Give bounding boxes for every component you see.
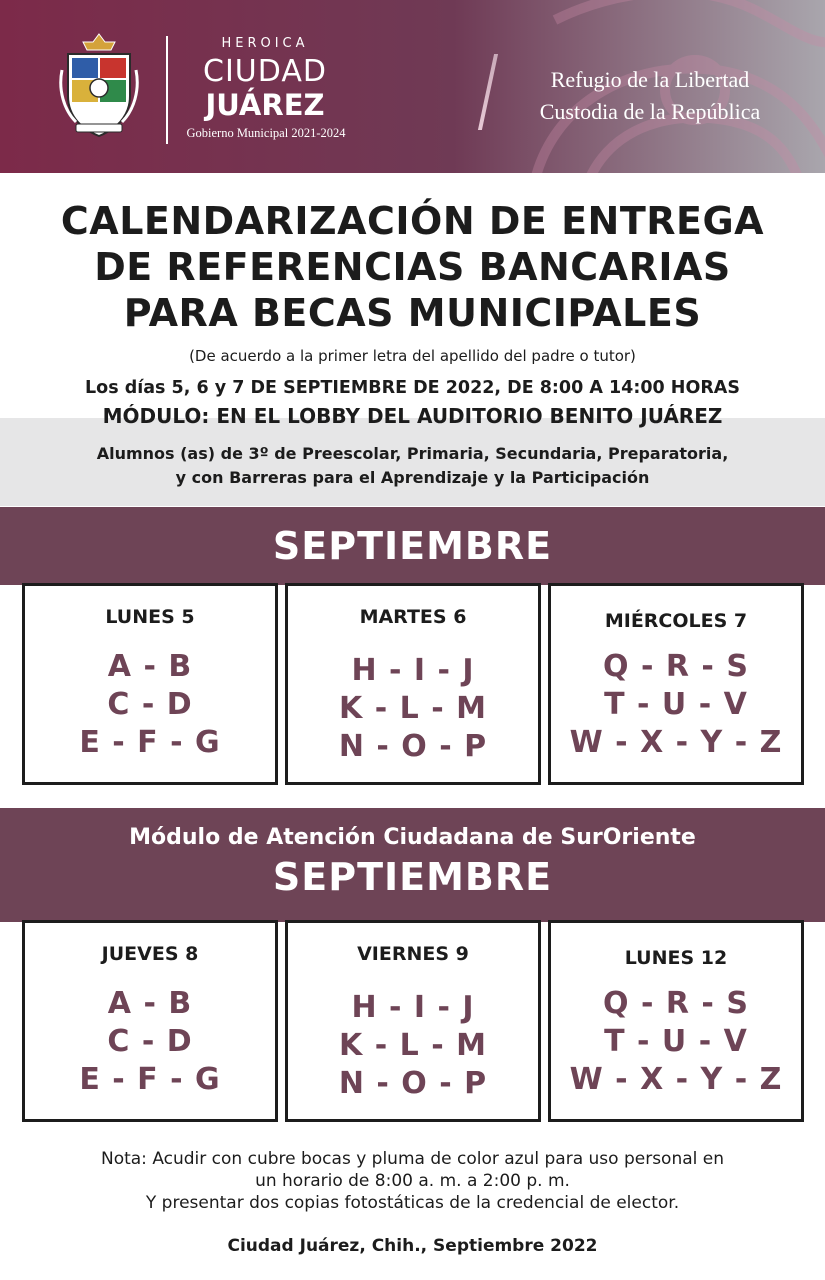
motto-line-1: Refugio de la Libertad xyxy=(550,67,750,92)
footer-place-date: Ciudad Juárez, Chih., Septiembre 2022 xyxy=(227,1236,598,1256)
logo-heroica: HEROICA xyxy=(221,36,309,51)
page-title xyxy=(0,198,825,336)
day-box-martes-6 xyxy=(285,583,541,785)
dates-text: Los días 5, 6 y 7 DE SEPTIEMBRE DE 2022, DE 8:00 A 14:00 HORAS xyxy=(85,378,740,398)
letter-group: A - B xyxy=(107,986,193,1021)
title-line-3: PARA BECAS MUNICIPALES xyxy=(123,291,702,335)
note-text xyxy=(40,1148,785,1214)
day-label: JUEVES 8 xyxy=(101,943,199,965)
note-line-2: un horario de 8:00 a. m. a 2:00 p. m. xyxy=(255,1171,570,1191)
day-box-lunes-12 xyxy=(548,920,804,1122)
day-box-miercoles-7 xyxy=(548,583,804,785)
letter-group: C - D xyxy=(107,1024,193,1059)
day-label: MARTES 6 xyxy=(359,606,467,628)
alumnos-text xyxy=(0,442,825,490)
note-line-1: Nota: Acudir con cubre bocas y pluma de color azul para uso personal en xyxy=(100,1149,725,1169)
day-box-viernes-9 xyxy=(285,920,541,1122)
letter-groups xyxy=(288,652,538,766)
letter-groups xyxy=(25,648,275,762)
logo-juarez: JUÁREZ xyxy=(205,88,325,122)
letter-group: T - U - V xyxy=(604,687,748,722)
letter-group: W - X - Y - Z xyxy=(569,1062,783,1097)
module-title: Módulo de Atención Ciudadana de SurOriente xyxy=(129,825,696,850)
day-label: VIERNES 9 xyxy=(357,943,469,965)
month-band-1 xyxy=(0,507,825,585)
letter-group: Q - R - S xyxy=(603,986,749,1021)
letter-group: K - L - M xyxy=(339,1028,487,1063)
letter-groups xyxy=(551,985,801,1099)
alumnos-line-2: y con Barreras para el Aprendizaje y la Participación xyxy=(175,468,650,487)
letter-groups xyxy=(288,989,538,1103)
alumnos-line-1: Alumnos (as) de 3º de Preescolar, Primaria, Secundaria, Preparatoria, xyxy=(96,444,729,463)
logo-ciudad: CIUDAD xyxy=(203,54,327,89)
letter-groups xyxy=(25,985,275,1099)
day-box-jueves-8 xyxy=(22,920,278,1122)
title-line-1: CALENDARIZACIÓN DE ENTREGA xyxy=(60,199,765,243)
motto-line-2: Custodia de la República xyxy=(539,99,761,124)
letter-group: H - I - J xyxy=(351,990,475,1025)
header-divider xyxy=(166,36,168,144)
letter-group: N - O - P xyxy=(338,729,488,764)
day-label: LUNES 12 xyxy=(624,947,728,969)
header-motto xyxy=(505,64,795,128)
modulo-text: MÓDULO: EN EL LOBBY DEL AUDITORIO BENITO JUÁREZ xyxy=(102,404,723,428)
month-title-1: SEPTIEMBRE xyxy=(272,524,553,568)
letter-group: Q - R - S xyxy=(603,649,749,684)
letter-group: E - F - G xyxy=(79,725,221,760)
coat-of-arms-icon xyxy=(58,30,140,142)
title-line-2: DE REFERENCIAS BANCARIAS xyxy=(94,245,731,289)
month-title-2: SEPTIEMBRE xyxy=(272,855,553,899)
letter-group: K - L - M xyxy=(339,691,487,726)
day-label: LUNES 5 xyxy=(105,606,195,628)
letter-group: E - F - G xyxy=(79,1062,221,1097)
letter-group: H - I - J xyxy=(351,653,475,688)
letter-group: N - O - P xyxy=(338,1066,488,1101)
day-box-lunes-5 xyxy=(22,583,278,785)
letter-groups xyxy=(551,648,801,762)
note-line-3: Y presentar dos copias fotostáticas de la credencial de elector. xyxy=(145,1193,680,1213)
letter-group: C - D xyxy=(107,687,193,722)
header-banner xyxy=(0,0,825,173)
logo-gobierno-municipal: Gobierno Municipal 2021-2024 xyxy=(186,126,346,140)
letter-group: W - X - Y - Z xyxy=(569,725,783,760)
subtitle: (De acuerdo a la primer letra del apellido del padre o tutor) xyxy=(189,347,636,365)
day-label: MIÉRCOLES 7 xyxy=(604,610,748,632)
letter-group: A - B xyxy=(107,649,193,684)
letter-group: T - U - V xyxy=(604,1024,748,1059)
month-band-2 xyxy=(0,808,825,922)
